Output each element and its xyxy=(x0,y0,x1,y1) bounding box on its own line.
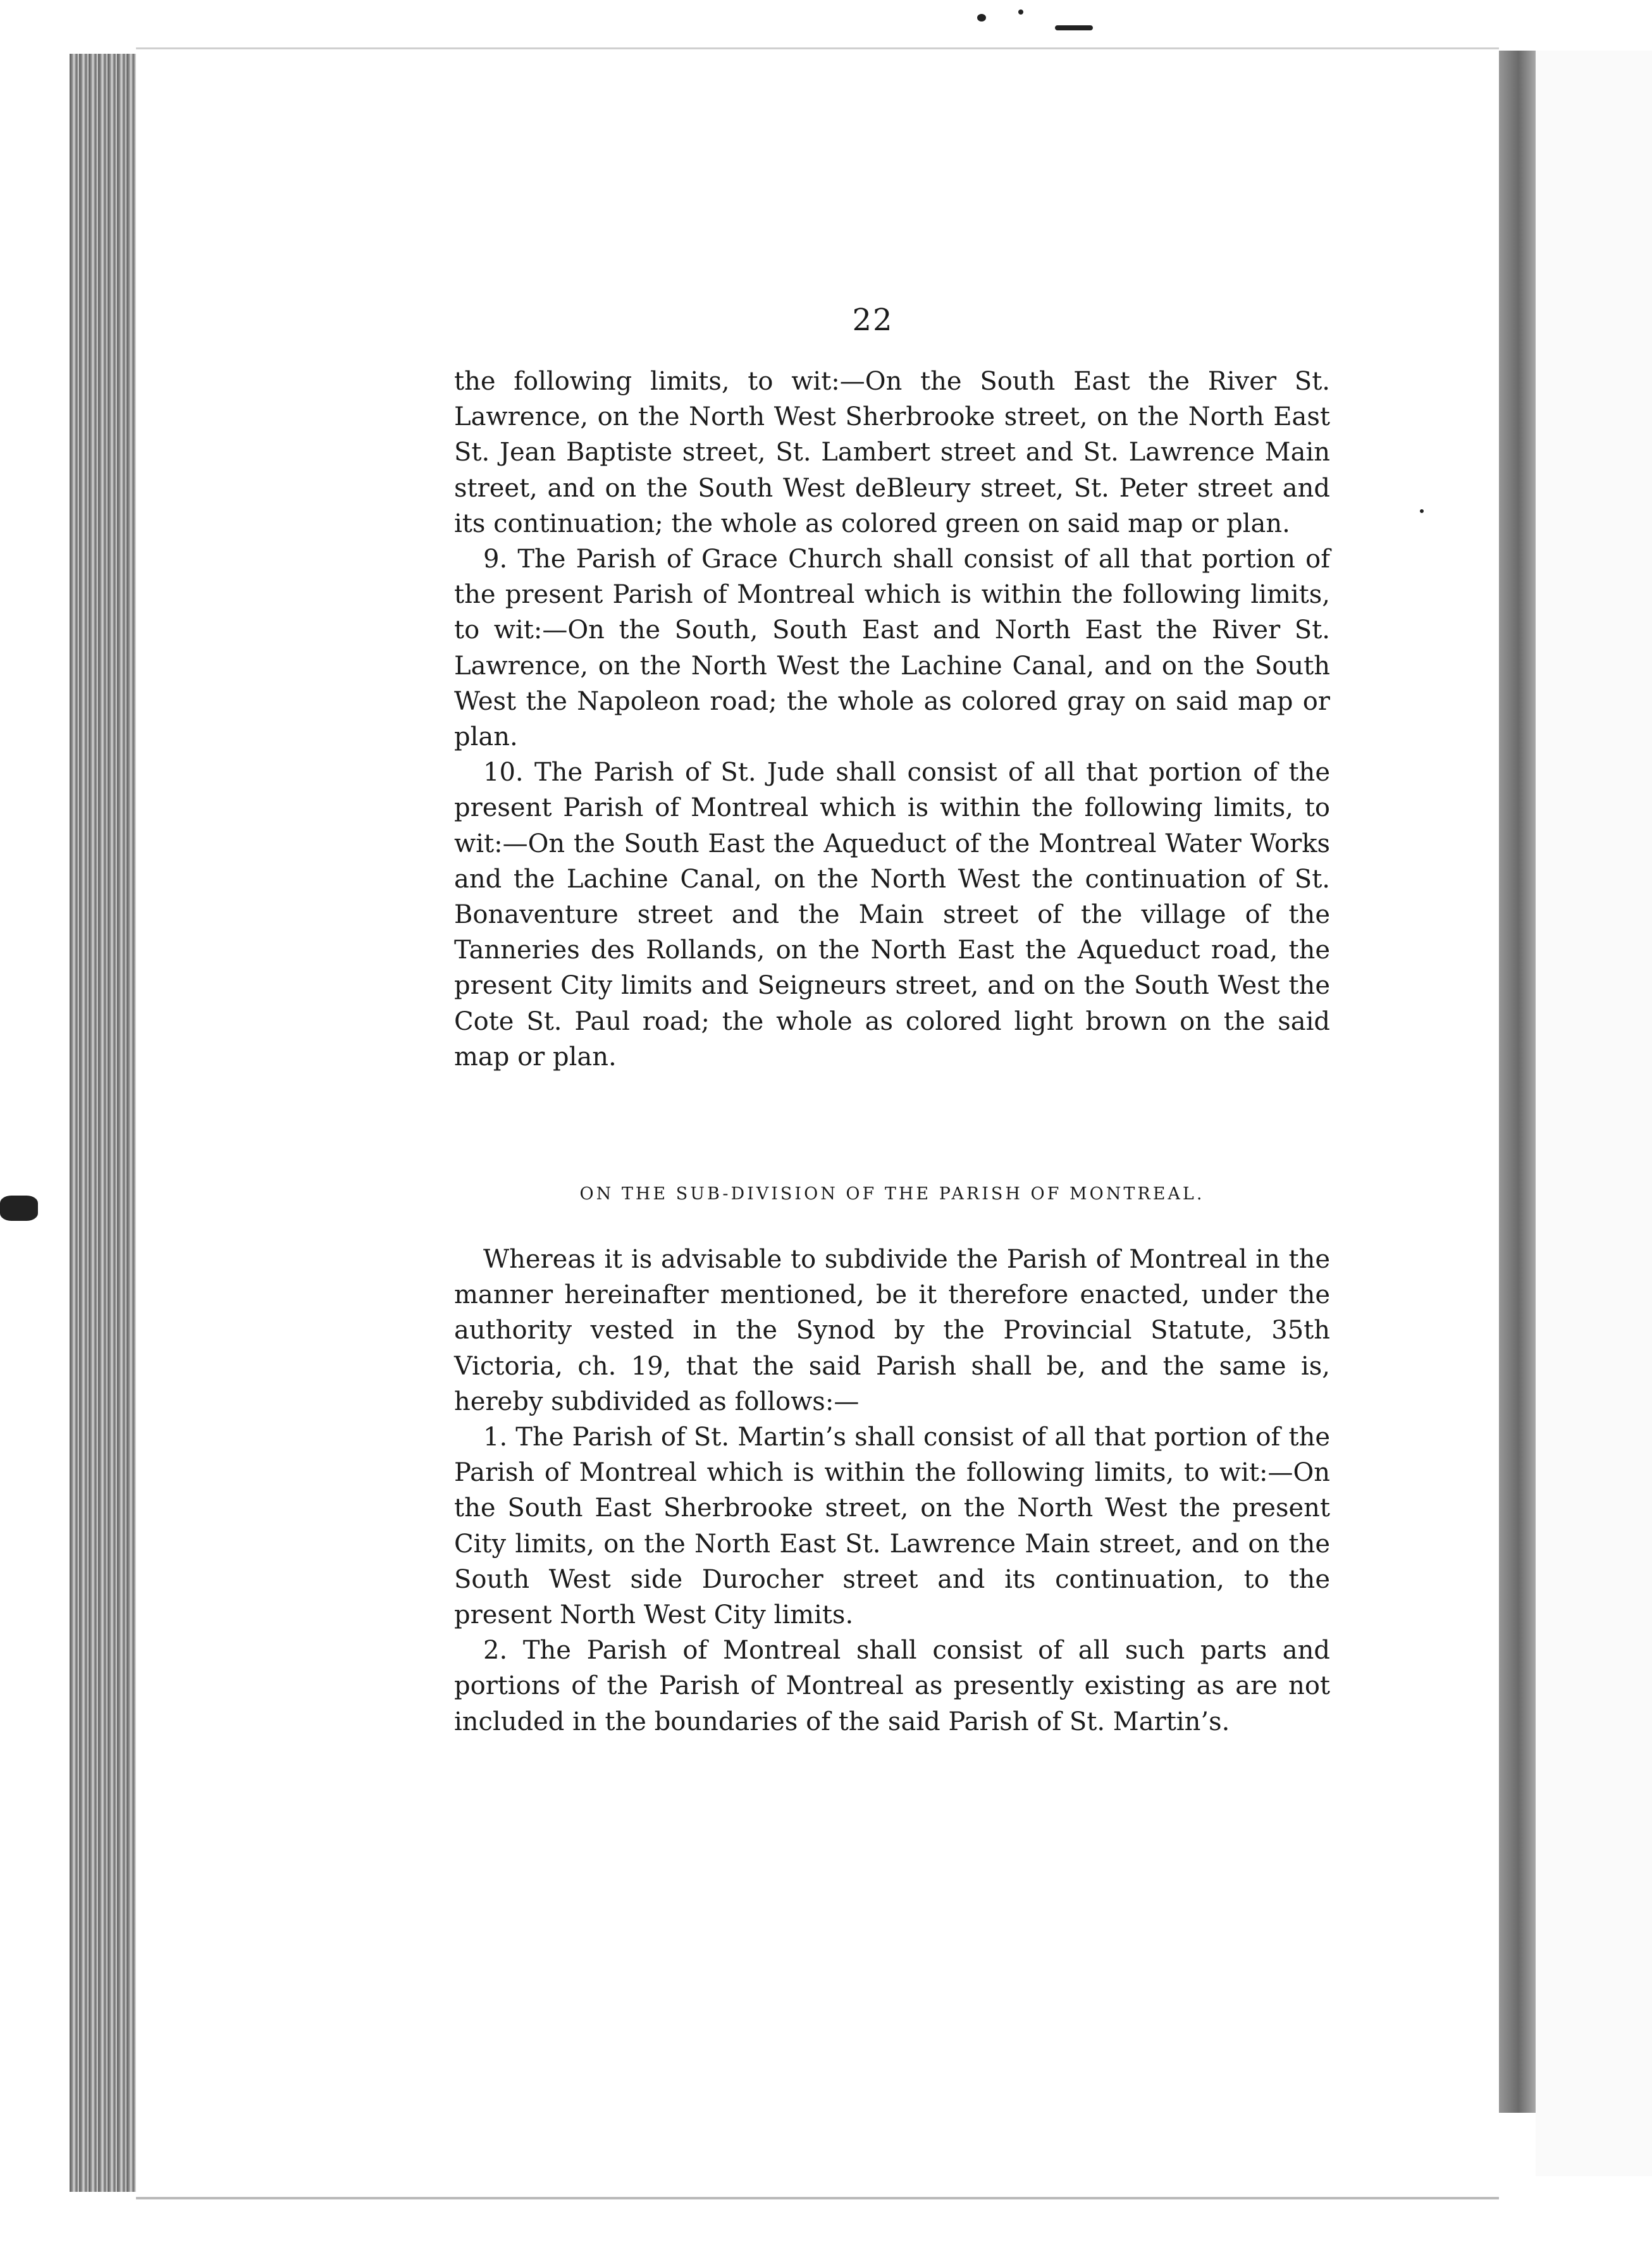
scan-speck xyxy=(977,14,986,22)
paragraph-whereas: Whereas it is advisable to subdivide the Parish of Montreal in the manner hereinafter mentioned, be it therefore enacted, under the authority vested in the Synod by the Provincial Statute, 35th Victoria, ch. 19, that the said Parish shall be, and the same is, hereby subdivided as follows:— xyxy=(454,1245,1330,1416)
book-page-edges xyxy=(70,54,139,2192)
paragraph-grace-church: 9. The Parish of Grace Church shall consist of all that portion of the present Parish of Montreal which is within the following limits, to wit:—On the South, South East and North East the River St. Lawrence, on the North West the Lachine Canal, and on the South West the Napoleon road; the whole as colored gray on said map or plan. xyxy=(454,545,1330,752)
scan-speck xyxy=(0,1196,38,1221)
paragraph-st-martins: 1. The Parish of St. Martin’s shall consist of all that portion of the Parish of Montreal which is within the following limits, to wit:—On the South East Sherbrooke street, on the North West the present City limits, on the North East St. Lawrence Main street, and on the South West side Durocher street and its continuation, to the present North West City limits. xyxy=(454,1423,1330,1630)
binding-shadow xyxy=(1498,51,1536,2113)
scan-speck xyxy=(1055,25,1093,30)
paragraph-st-jude: 10. The Parish of St. Jude shall consist of all that portion of the present Parish of Montreal which is within the following limits, to wit:—On the South East the Aqueduct of the Montreal Water Works and the Lachine Canal, on the North West the continuation of St. Bonaventure street and the Main street of the village of the Tanneries des Rollands, on the North East the Aqueduct road, the present City limits and Seigneurs street, and on the South West the Cote St. Paul road; the whole as colored light brown on the said map or plan. xyxy=(454,758,1330,1072)
text-body-top xyxy=(454,364,1330,1075)
section-heading: ON THE SUB-DIVISION OF THE PARISH OF MONTREAL. xyxy=(579,1184,1205,1204)
scan-speck xyxy=(1420,509,1424,513)
page-number: 22 xyxy=(852,302,894,338)
paragraph-continuation: the following limits, to wit:—On the South East the River St. Lawrence, on the North West Sherbrooke street, on the North East St. Jean Baptiste street, St. Lambert street and St. Lawrence Main street, and on the South West deBleury street, St. Peter street and its continuation; the whole as colored green on said map or plan. xyxy=(454,367,1330,538)
text-body-bottom xyxy=(454,1242,1330,1740)
adjacent-page-strip xyxy=(1536,51,1652,2176)
paragraph-montreal: 2. The Parish of Montreal shall consist of all such parts and portions of the Parish of Montreal as presently existing as are not included in the boundaries of the said Parish of St. Martin’s. xyxy=(454,1636,1330,1736)
scan-speck xyxy=(1018,9,1023,15)
